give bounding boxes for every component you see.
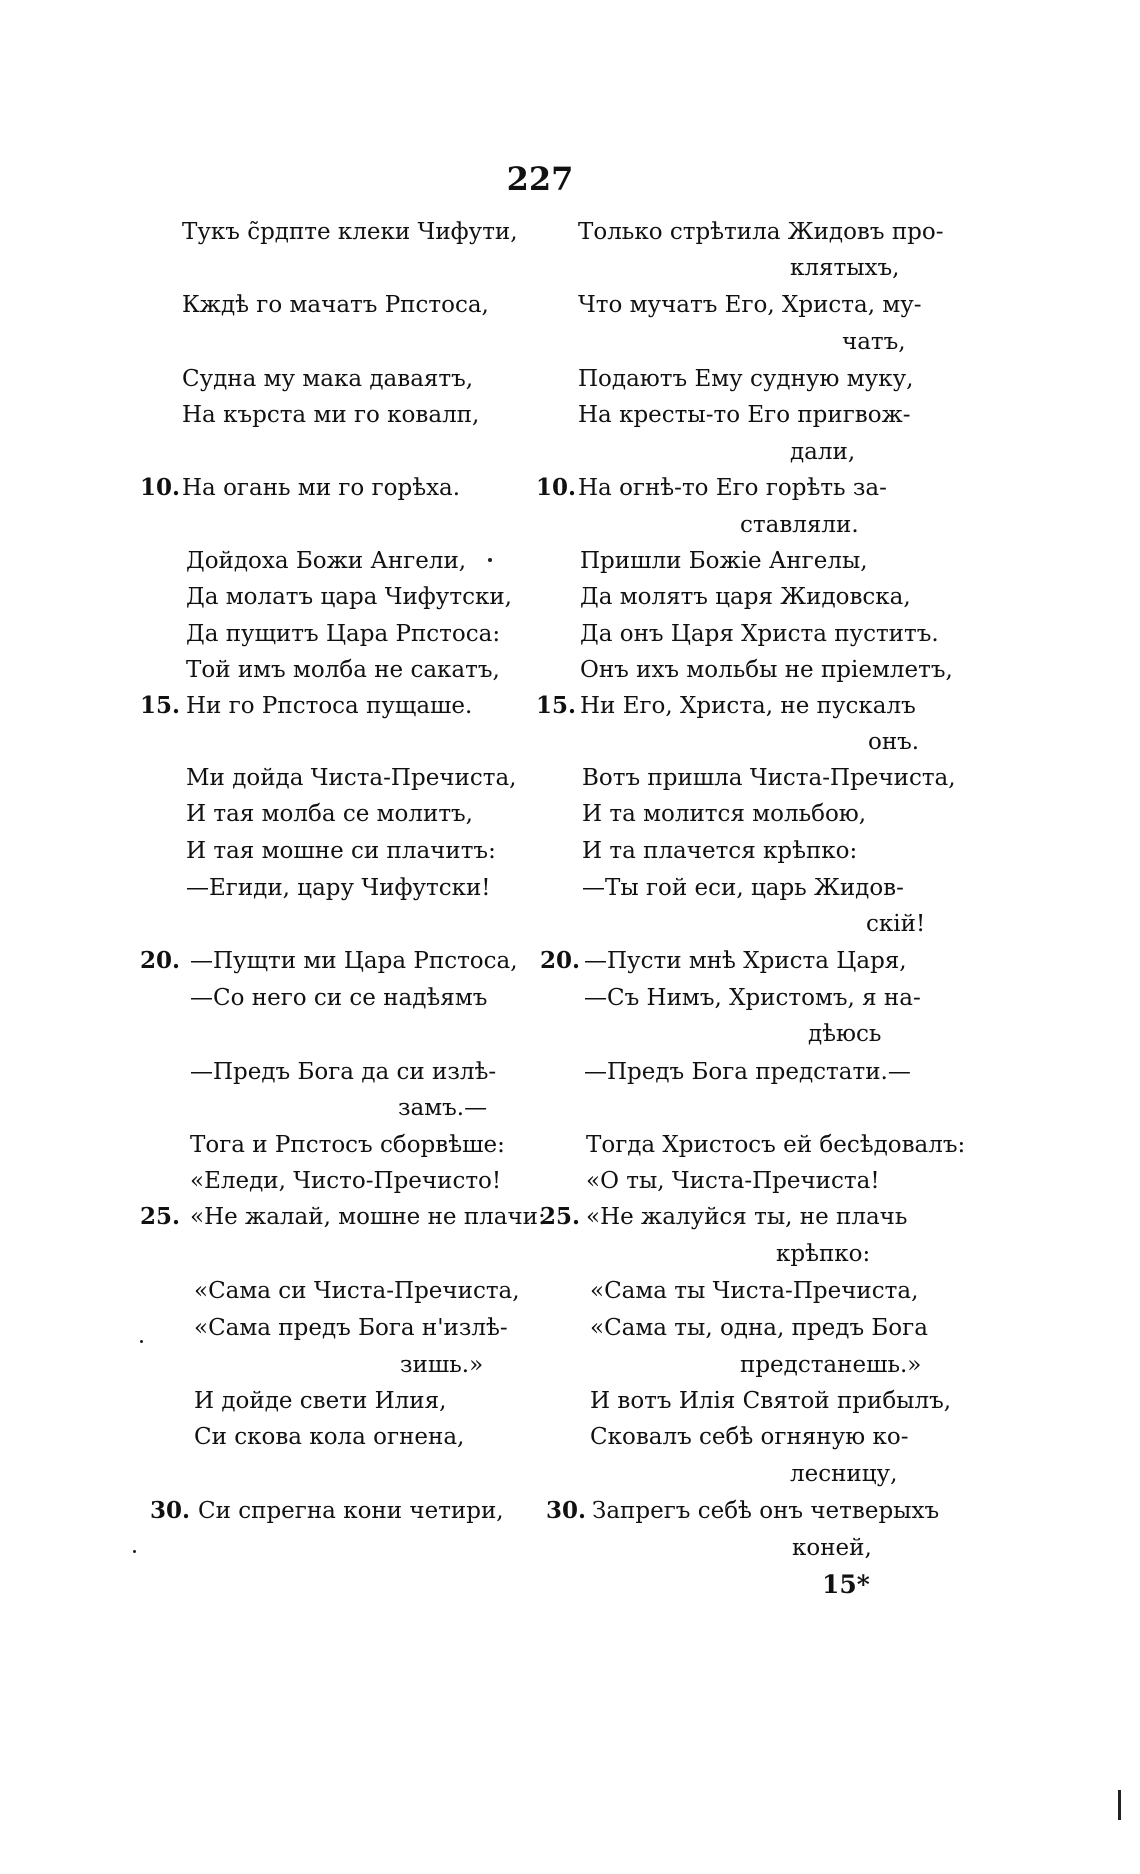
left-line-16: —Со него си се надѣямъ bbox=[190, 985, 488, 1011]
right-line-36: коней, bbox=[792, 1535, 872, 1561]
left-line-22: «Сама си Чиста-Пречиста, bbox=[194, 1278, 520, 1304]
right-line-20: скій! bbox=[866, 911, 926, 937]
margin-rule-mark bbox=[1118, 1790, 1121, 1820]
right-verse-number-20: 20. bbox=[540, 947, 581, 974]
left-line-20: «Еледи, Чисто-Пречисто! bbox=[190, 1168, 502, 1194]
left-verse-number-20: 20. bbox=[140, 947, 181, 974]
right-line-26: «О ты, Чиста-Пречиста! bbox=[586, 1168, 880, 1194]
left-line-14: —Егиди, цару Чифутски! bbox=[186, 875, 491, 901]
left-line-19: Тога и Рпстосъ сборвѣше: bbox=[190, 1132, 505, 1158]
right-line-3: Что мучатъ Его, Христа, му- bbox=[578, 292, 922, 318]
right-verse-number-30: 30. bbox=[546, 1497, 587, 1524]
right-line-22: —Съ Нимъ, Христомъ, я на- bbox=[584, 985, 921, 1011]
left-line-3: Судна му мака даваятъ, bbox=[182, 366, 474, 392]
right-line-23: дѣюсь bbox=[808, 1021, 882, 1047]
left-verse-number-25: 25. bbox=[140, 1203, 181, 1230]
right-line-8: На огнѣ-то Его горѣть за- bbox=[578, 475, 887, 501]
right-line-7: дали, bbox=[790, 439, 856, 465]
right-line-27: «Не жалуйся ты, не плачь bbox=[586, 1204, 908, 1230]
left-line-17: —Предъ Бога да си излѣ- bbox=[190, 1059, 497, 1085]
left-line-18: замъ.— bbox=[398, 1095, 488, 1121]
right-line-35: Запрегъ себѣ онъ четверыхъ bbox=[592, 1498, 940, 1524]
right-line-30: «Сама ты, одна, предъ Бога bbox=[590, 1315, 928, 1341]
left-line-13: И тая мошне си плачитъ: bbox=[186, 838, 496, 864]
left-line-23: «Сама предъ Бога н'излѣ- bbox=[194, 1315, 508, 1341]
left-line-15: —Пущти ми Цара Рпстоса, bbox=[190, 948, 518, 974]
ink-speck bbox=[133, 1550, 136, 1553]
right-line-29: «Сама ты Чиста-Пречиста, bbox=[590, 1278, 919, 1304]
left-line-10: Ни го Рпстоса пущаше. bbox=[186, 693, 473, 719]
left-line-11: Ми дойда Чиста-Пречиста, bbox=[186, 765, 517, 791]
left-line-8: Да пущитъ Цара Рпстоса: bbox=[186, 621, 501, 647]
left-verse-number-15: 15. bbox=[140, 692, 181, 719]
left-verse-number-10: 10. bbox=[140, 474, 181, 501]
right-line-28: крѣпко: bbox=[776, 1241, 871, 1267]
right-verse-number-25: 25. bbox=[540, 1203, 581, 1230]
right-line-33: Сковалъ себѣ огняную ко- bbox=[590, 1424, 909, 1450]
right-line-18: И та плачется крѣпко: bbox=[582, 838, 858, 864]
left-line-6: Дойдоха Божи Ангели, bbox=[186, 548, 467, 574]
right-line-19: —Ты гой еси, царь Жидов- bbox=[582, 875, 904, 901]
left-line-26: Си скова кола огнена, bbox=[194, 1424, 465, 1450]
right-line-5: Подаютъ Ему судную муку, bbox=[578, 366, 914, 392]
left-line-1: Тукъ с̃рдпте клеки Чифути, bbox=[182, 219, 518, 245]
right-line-11: Да молятъ царя Жидовска, bbox=[580, 584, 911, 610]
right-line-10: Пришли Божіе Ангелы, bbox=[580, 548, 868, 574]
right-line-12: Да онъ Царя Христа пуститъ. bbox=[580, 621, 939, 647]
left-verse-number-30: 30. bbox=[150, 1497, 191, 1524]
right-line-21: —Пусти мнѣ Христа Царя, bbox=[584, 948, 907, 974]
ink-speck bbox=[140, 1340, 143, 1343]
right-line-1: Только стрѣтила Жидовъ про- bbox=[578, 219, 944, 245]
page-number: 227 bbox=[506, 160, 574, 198]
signature-mark: 15* bbox=[822, 1570, 870, 1599]
right-verse-number-15: 15. bbox=[536, 692, 577, 719]
right-line-32: И вотъ Илія Святой прибылъ, bbox=[590, 1388, 952, 1414]
left-line-2: Кждѣ го мачатъ Рпстоса, bbox=[182, 292, 489, 318]
right-line-16: Вотъ пришла Чиста-Пречиста, bbox=[582, 765, 956, 791]
left-line-4: На кърста ми го ковалп, bbox=[182, 402, 480, 428]
right-line-15: онъ. bbox=[868, 729, 920, 755]
left-line-27: Си спрегна кони четири, bbox=[198, 1498, 504, 1524]
left-line-9: Той имъ молба не сакатъ, bbox=[186, 657, 500, 683]
left-line-7: Да молатъ цара Чифутски, bbox=[186, 584, 512, 610]
ink-speck bbox=[488, 558, 492, 562]
right-line-2: клятыхъ, bbox=[790, 255, 900, 281]
right-line-34: лесницу, bbox=[790, 1461, 898, 1487]
left-line-24: зишь.» bbox=[400, 1352, 484, 1378]
right-line-14: Ни Его, Христа, не пускалъ bbox=[580, 693, 916, 719]
left-line-5: На огань ми го горѣха. bbox=[182, 475, 461, 501]
right-line-9: ставляли. bbox=[740, 512, 859, 538]
left-line-21: «Не жалай, мошне не плачи: bbox=[190, 1204, 546, 1230]
left-line-12: И тая молба се молитъ, bbox=[186, 801, 473, 827]
left-line-25: И дойде свети Илия, bbox=[194, 1388, 447, 1414]
right-line-17: И та молится мольбою, bbox=[582, 801, 867, 827]
right-line-6: На кресты-то Его пригвож- bbox=[578, 402, 911, 428]
right-line-25: Тогда Христосъ ей бесѣдовалъ: bbox=[586, 1132, 966, 1158]
right-line-24: —Предъ Бога предстати.— bbox=[584, 1059, 911, 1085]
right-verse-number-10: 10. bbox=[536, 474, 577, 501]
right-line-4: чатъ, bbox=[842, 329, 906, 355]
right-line-31: предстанешь.» bbox=[740, 1352, 922, 1378]
right-line-13: Онъ ихъ мольбы не пріемлетъ, bbox=[580, 657, 953, 683]
